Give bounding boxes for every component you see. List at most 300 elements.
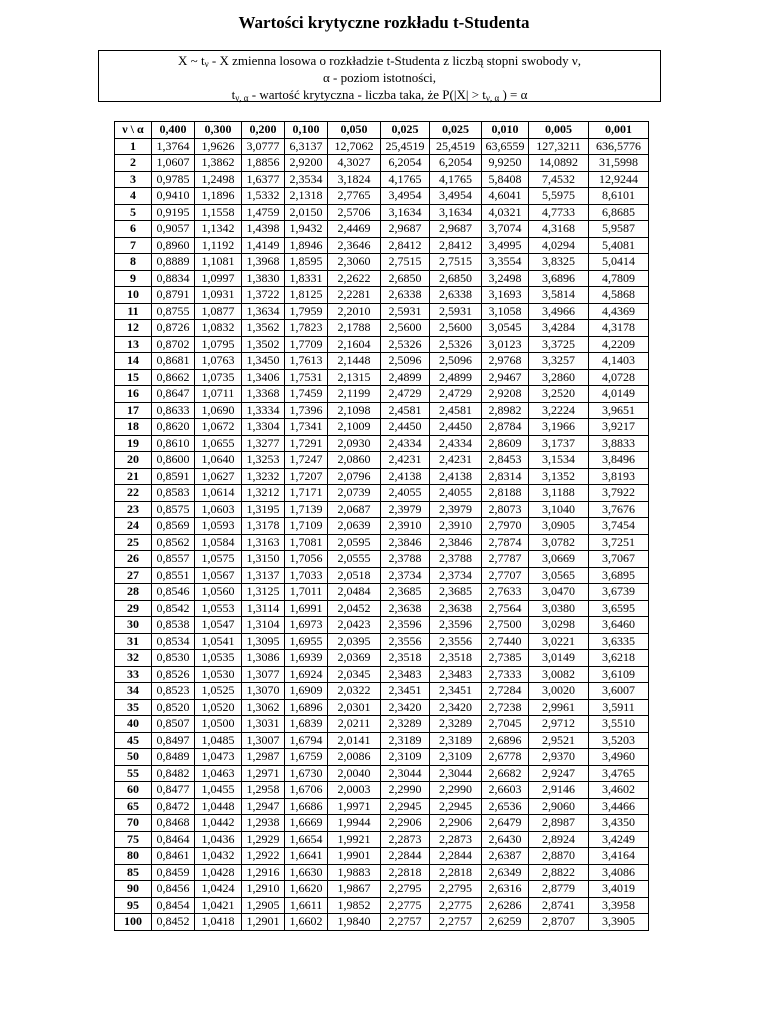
df-cell: 21 [115, 468, 152, 485]
page-title: Wartości krytyczne rozkładu t-Studenta [238, 13, 530, 32]
value-cell: 6,2054 [430, 155, 482, 172]
value-cell: 1,7709 [285, 336, 328, 353]
value-cell: 1,0655 [195, 435, 242, 452]
value-cell: 3,1634 [430, 204, 482, 221]
df-cell: 35 [115, 699, 152, 716]
table-row [115, 386, 649, 403]
value-cell: 1,0575 [195, 551, 242, 568]
df-cell: 32 [115, 650, 152, 667]
value-cell: 2,3638 [381, 600, 430, 617]
value-cell: 2,3518 [430, 650, 482, 667]
value-cell: 2,0040 [328, 765, 381, 782]
value-cell: 3,8193 [589, 468, 649, 485]
alpha-header: 0,300 [195, 122, 242, 139]
df-cell: 18 [115, 419, 152, 436]
value-cell: 1,3304 [242, 419, 285, 436]
df-cell: 45 [115, 732, 152, 749]
value-cell: 1,8946 [285, 237, 328, 254]
df-cell: 24 [115, 518, 152, 535]
value-cell: 0,8452 [152, 914, 195, 931]
alpha-header: 0,005 [529, 122, 589, 139]
value-cell: 2,2844 [430, 848, 482, 865]
table-row [115, 254, 649, 271]
table-row [115, 221, 649, 238]
value-cell: 2,3483 [381, 666, 430, 683]
value-cell: 1,9432 [285, 221, 328, 238]
value-cell: 2,4231 [430, 452, 482, 469]
table-row [115, 699, 649, 716]
value-cell: 0,8472 [152, 798, 195, 815]
value-cell: 2,1604 [328, 336, 381, 353]
value-cell: 1,3095 [242, 633, 285, 650]
df-cell: 70 [115, 815, 152, 832]
value-cell: 2,0796 [328, 468, 381, 485]
value-cell: 1,7396 [285, 402, 328, 419]
value-cell: 2,9687 [430, 221, 482, 238]
value-cell: 31,5998 [589, 155, 649, 172]
value-cell: 0,8647 [152, 386, 195, 403]
table-row [115, 369, 649, 386]
value-cell: 2,6430 [482, 831, 529, 848]
df-cell: 90 [115, 881, 152, 898]
value-cell: 3,3725 [529, 336, 589, 353]
df-cell: 4 [115, 188, 152, 205]
value-cell: 2,8870 [529, 848, 589, 865]
value-cell: 2,8741 [529, 897, 589, 914]
value-cell: 1,3253 [242, 452, 285, 469]
value-cell: 2,7874 [482, 534, 529, 551]
value-cell: 3,4249 [589, 831, 649, 848]
value-cell: 2,2795 [430, 881, 482, 898]
value-cell: 0,8889 [152, 254, 195, 271]
value-cell: 2,1788 [328, 320, 381, 337]
value-cell: 2,2990 [430, 782, 482, 799]
value-cell: 4,1403 [589, 353, 649, 370]
value-cell: 1,3077 [242, 666, 285, 683]
value-cell: 6,8685 [589, 204, 649, 221]
value-cell: 2,4899 [430, 369, 482, 386]
table-row [115, 617, 649, 634]
value-cell: 2,3483 [430, 666, 482, 683]
value-cell: 4,0149 [589, 386, 649, 403]
value-cell: 2,0369 [328, 650, 381, 667]
value-cell: 25,4519 [381, 138, 430, 155]
value-cell: 2,0211 [328, 716, 381, 733]
value-cell: 4,3027 [328, 155, 381, 172]
value-cell: 2,2281 [328, 287, 381, 304]
table-row [115, 633, 649, 650]
value-cell: 4,7733 [529, 204, 589, 221]
table-row [115, 204, 649, 221]
df-cell: 19 [115, 435, 152, 452]
value-cell: 3,6109 [589, 666, 649, 683]
value-cell: 2,7500 [482, 617, 529, 634]
table-row [115, 683, 649, 700]
df-cell: 60 [115, 782, 152, 799]
value-cell: 1,0525 [195, 683, 242, 700]
value-cell: 2,8188 [482, 485, 529, 502]
value-cell: 2,8707 [529, 914, 589, 931]
value-cell: 3,4602 [589, 782, 649, 799]
value-cell: 2,3734 [381, 567, 430, 584]
alpha-header: 0,050 [328, 122, 381, 139]
description-line-1: X ~ $t_\nu$ - X zmienna losowa o rozkładzie t-Studenta z liczbą stopni swobody ν, [178, 53, 581, 69]
value-cell: 1,0500 [195, 716, 242, 733]
value-cell: 1,9883 [328, 864, 381, 881]
value-cell: 3,4765 [589, 765, 649, 782]
value-cell: 1,1558 [195, 204, 242, 221]
value-cell: 1,7011 [285, 584, 328, 601]
value-cell: 4,1765 [381, 171, 430, 188]
table-body [115, 138, 649, 930]
value-cell: 1,7341 [285, 419, 328, 436]
value-cell: 2,2945 [381, 798, 430, 815]
table-row [115, 155, 649, 172]
value-cell: 1,0560 [195, 584, 242, 601]
value-cell: 3,6218 [589, 650, 649, 667]
df-cell: 16 [115, 386, 152, 403]
value-cell: 1,6654 [285, 831, 328, 848]
value-cell: 0,8538 [152, 617, 195, 634]
table-row [115, 897, 649, 914]
value-cell: 1,6641 [285, 848, 328, 865]
value-cell: 14,0892 [529, 155, 589, 172]
value-cell: 0,8662 [152, 369, 195, 386]
value-cell: 2,6479 [482, 815, 529, 832]
value-cell: 2,6349 [482, 864, 529, 881]
value-cell: 1,9901 [328, 848, 381, 865]
df-cell: 65 [115, 798, 152, 815]
value-cell: 1,9921 [328, 831, 381, 848]
value-cell: 1,2910 [242, 881, 285, 898]
value-cell: 2,3451 [381, 683, 430, 700]
df-cell: 11 [115, 303, 152, 320]
value-cell: 2,2010 [328, 303, 381, 320]
value-cell: 7,4532 [529, 171, 589, 188]
value-cell: 2,3979 [381, 501, 430, 518]
value-cell: 3,8325 [529, 254, 589, 271]
value-cell: 2,4450 [430, 419, 482, 436]
value-cell: 4,7809 [589, 270, 649, 287]
value-cell: 0,8562 [152, 534, 195, 551]
value-cell: 2,7633 [482, 584, 529, 601]
df-cell: 3 [115, 171, 152, 188]
value-cell: 1,0640 [195, 452, 242, 469]
value-cell: 2,7045 [482, 716, 529, 733]
value-cell: 2,8822 [529, 864, 589, 881]
value-cell: 2,3846 [430, 534, 482, 551]
value-cell: 1,6706 [285, 782, 328, 799]
df-cell: 23 [115, 501, 152, 518]
value-cell: 2,1448 [328, 353, 381, 370]
value-cell: 2,5931 [381, 303, 430, 320]
table-row [115, 666, 649, 683]
df-cell: 50 [115, 749, 152, 766]
value-cell: 1,3195 [242, 501, 285, 518]
value-cell: 1,1896 [195, 188, 242, 205]
value-cell: 2,9961 [529, 699, 589, 716]
value-cell: 3,5911 [589, 699, 649, 716]
value-cell: 2,1315 [328, 369, 381, 386]
table-row [115, 782, 649, 799]
value-cell: 4,0294 [529, 237, 589, 254]
table-row [115, 749, 649, 766]
value-cell: 2,2990 [381, 782, 430, 799]
value-cell: 1,3062 [242, 699, 285, 716]
value-cell: 2,7970 [482, 518, 529, 535]
value-cell: 0,8464 [152, 831, 195, 848]
value-cell: 1,3277 [242, 435, 285, 452]
value-cell: 2,8987 [529, 815, 589, 832]
value-cell: 2,9247 [529, 765, 589, 782]
value-cell: 0,8791 [152, 287, 195, 304]
value-cell: 2,0301 [328, 699, 381, 716]
value-cell: 0,8620 [152, 419, 195, 436]
df-cell: 34 [115, 683, 152, 700]
value-cell: 2,4334 [430, 435, 482, 452]
value-cell: 0,8960 [152, 237, 195, 254]
value-cell: 2,8779 [529, 881, 589, 898]
value-cell: 1,6759 [285, 749, 328, 766]
value-cell: 2,9687 [381, 221, 430, 238]
value-cell: 3,3554 [482, 254, 529, 271]
value-cell: 3,0020 [529, 683, 589, 700]
alpha-header: 0,010 [482, 122, 529, 139]
df-cell: 25 [115, 534, 152, 551]
value-cell: 1,0455 [195, 782, 242, 799]
value-cell: 0,9057 [152, 221, 195, 238]
value-cell: 2,6259 [482, 914, 529, 931]
value-cell: 2,7238 [482, 699, 529, 716]
value-cell: 0,9785 [152, 171, 195, 188]
value-cell: 2,8314 [482, 468, 529, 485]
value-cell: 1,2498 [195, 171, 242, 188]
df-cell: 31 [115, 633, 152, 650]
value-cell: 2,8412 [430, 237, 482, 254]
value-cell: 3,1040 [529, 501, 589, 518]
value-cell: 2,4450 [381, 419, 430, 436]
value-cell: 3,0470 [529, 584, 589, 601]
value-cell: 1,3862 [195, 155, 242, 172]
value-cell: 0,8726 [152, 320, 195, 337]
df-cell: 2 [115, 155, 152, 172]
value-cell: 1,0593 [195, 518, 242, 535]
value-cell: 2,8784 [482, 419, 529, 436]
value-cell: 1,3212 [242, 485, 285, 502]
value-cell: 0,8507 [152, 716, 195, 733]
corner-header: ν \ α [115, 122, 152, 139]
value-cell: 2,4581 [430, 402, 482, 419]
value-cell: 3,0782 [529, 534, 589, 551]
value-cell: 3,1534 [529, 452, 589, 469]
df-cell: 26 [115, 551, 152, 568]
value-cell: 1,7033 [285, 567, 328, 584]
table-row [115, 765, 649, 782]
value-cell: 1,6909 [285, 683, 328, 700]
value-cell: 2,9200 [285, 155, 328, 172]
value-cell: 1,6377 [242, 171, 285, 188]
value-cell: 1,3137 [242, 567, 285, 584]
value-cell: 3,3958 [589, 897, 649, 914]
value-cell: 1,6973 [285, 617, 328, 634]
table-row [115, 485, 649, 502]
value-cell: 25,4519 [430, 138, 482, 155]
table-row [115, 716, 649, 733]
value-cell: 1,0418 [195, 914, 242, 931]
value-cell: 2,3189 [381, 732, 430, 749]
table-row [115, 452, 649, 469]
value-cell: 1,0463 [195, 765, 242, 782]
table-row [115, 402, 649, 419]
value-cell: 0,8482 [152, 765, 195, 782]
value-cell: 1,3968 [242, 254, 285, 271]
value-cell: 3,7251 [589, 534, 649, 551]
alpha-header: 0,001 [589, 122, 649, 139]
value-cell: 2,7515 [381, 254, 430, 271]
table-row [115, 848, 649, 865]
value-cell: 1,0584 [195, 534, 242, 551]
value-cell: 1,0607 [152, 155, 195, 172]
value-cell: 3,4960 [589, 749, 649, 766]
value-cell: 1,3764 [152, 138, 195, 155]
value-cell: 2,3289 [381, 716, 430, 733]
value-cell: 2,8412 [381, 237, 430, 254]
value-cell: 2,5706 [328, 204, 381, 221]
value-cell: 1,8125 [285, 287, 328, 304]
df-cell: 75 [115, 831, 152, 848]
value-cell: 8,6101 [589, 188, 649, 205]
value-cell: 0,8834 [152, 270, 195, 287]
value-cell: 3,5510 [589, 716, 649, 733]
value-cell: 1,3178 [242, 518, 285, 535]
value-cell: 3,6460 [589, 617, 649, 634]
df-cell: 10 [115, 287, 152, 304]
value-cell: 1,8856 [242, 155, 285, 172]
value-cell: 3,2224 [529, 402, 589, 419]
value-cell: 3,3257 [529, 353, 589, 370]
value-cell: 2,2622 [328, 270, 381, 287]
table-row [115, 287, 649, 304]
value-cell: 5,4081 [589, 237, 649, 254]
value-cell: 3,4164 [589, 848, 649, 865]
df-cell: 9 [115, 270, 152, 287]
value-cell: 3,1693 [482, 287, 529, 304]
value-cell: 1,6924 [285, 666, 328, 683]
value-cell: 2,3044 [430, 765, 482, 782]
table-row [115, 518, 649, 535]
value-cell: 2,4055 [430, 485, 482, 502]
df-cell: 40 [115, 716, 152, 733]
value-cell: 1,6794 [285, 732, 328, 749]
value-cell: 2,4729 [430, 386, 482, 403]
value-cell: 3,0123 [482, 336, 529, 353]
value-cell: 1,6730 [285, 765, 328, 782]
value-cell: 2,6387 [482, 848, 529, 865]
table-row [115, 534, 649, 551]
value-cell: 2,4469 [328, 221, 381, 238]
value-cell: 0,8610 [152, 435, 195, 452]
alpha-header: 0,200 [242, 122, 285, 139]
df-cell: 29 [115, 600, 152, 617]
table-row [115, 600, 649, 617]
value-cell: 2,8609 [482, 435, 529, 452]
value-cell: 6,3137 [285, 138, 328, 155]
value-cell: 2,8982 [482, 402, 529, 419]
table-row [115, 815, 649, 832]
value-cell: 2,2873 [430, 831, 482, 848]
table-row [115, 468, 649, 485]
value-cell: 3,7454 [589, 518, 649, 535]
value-cell: 1,3562 [242, 320, 285, 337]
table-row [115, 501, 649, 518]
value-cell: 0,8591 [152, 468, 195, 485]
value-cell: 3,1352 [529, 468, 589, 485]
value-cell: 1,0436 [195, 831, 242, 848]
value-cell: 3,6896 [529, 270, 589, 287]
value-cell: 4,1765 [430, 171, 482, 188]
value-cell: 1,0553 [195, 600, 242, 617]
value-cell: 1,0832 [195, 320, 242, 337]
value-cell: 2,5600 [381, 320, 430, 337]
value-cell: 0,8468 [152, 815, 195, 832]
table-row [115, 881, 649, 898]
value-cell: 1,1192 [195, 237, 242, 254]
table-row [115, 336, 649, 353]
df-cell: 12 [115, 320, 152, 337]
value-cell: 2,5931 [430, 303, 482, 320]
df-cell: 7 [115, 237, 152, 254]
value-cell: 2,0395 [328, 633, 381, 650]
value-cell: 1,0997 [195, 270, 242, 287]
value-cell: 2,9208 [482, 386, 529, 403]
alpha-header: 0,025 [381, 122, 430, 139]
value-cell: 1,0627 [195, 468, 242, 485]
value-cell: 1,6620 [285, 881, 328, 898]
table-row [115, 320, 649, 337]
value-cell: 3,6895 [589, 567, 649, 584]
value-cell: 1,8595 [285, 254, 328, 271]
value-cell: 1,0541 [195, 633, 242, 650]
value-cell: 2,8924 [529, 831, 589, 848]
value-cell: 1,2987 [242, 749, 285, 766]
value-cell: 2,3638 [430, 600, 482, 617]
value-cell: 2,2844 [381, 848, 430, 865]
value-cell: 2,6338 [381, 287, 430, 304]
value-cell: 3,1737 [529, 435, 589, 452]
value-cell: 1,0535 [195, 650, 242, 667]
df-cell: 28 [115, 584, 152, 601]
value-cell: 2,3646 [328, 237, 381, 254]
description-box [98, 50, 661, 102]
table-row [115, 732, 649, 749]
value-cell: 0,8557 [152, 551, 195, 568]
value-cell: 1,1081 [195, 254, 242, 271]
value-cell: 3,4284 [529, 320, 589, 337]
value-cell: 1,3163 [242, 534, 285, 551]
value-cell: 2,9146 [529, 782, 589, 799]
value-cell: 127,3211 [529, 138, 589, 155]
table-row [115, 650, 649, 667]
df-cell: 20 [115, 452, 152, 469]
value-cell: 1,9971 [328, 798, 381, 815]
df-cell: 95 [115, 897, 152, 914]
value-cell: 1,3114 [242, 600, 285, 617]
value-cell: 2,2873 [381, 831, 430, 848]
value-cell: 2,0003 [328, 782, 381, 799]
value-cell: 0,8530 [152, 650, 195, 667]
value-cell: 2,2945 [430, 798, 482, 815]
value-cell: 2,4055 [381, 485, 430, 502]
